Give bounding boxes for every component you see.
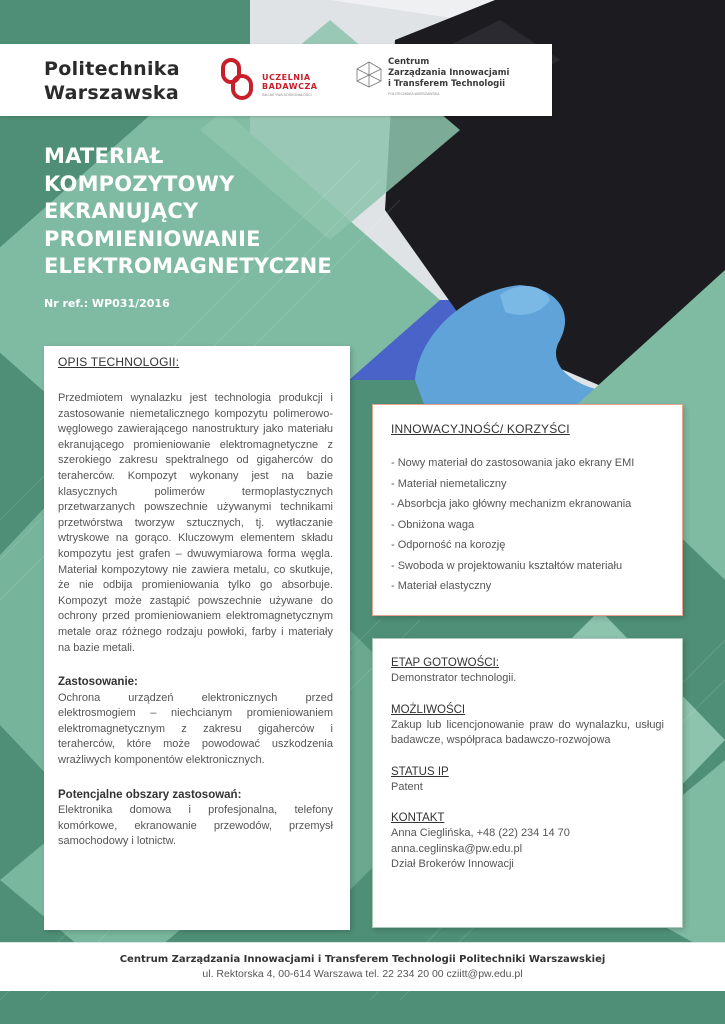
contact-department: Dział Brokerów Innowacji xyxy=(391,858,514,870)
innovation-benefits-heading: INNOWACYJNOŚĆ/ KORZYŚCI xyxy=(391,422,570,436)
innovation-benefits-list xyxy=(391,453,664,597)
uczelnia-badawcza-logo-icon xyxy=(219,58,259,102)
list-item: - Materiał niemetaliczny xyxy=(391,477,507,490)
technology-description-text: Przedmiotem wynalazku jest technologia produkcji i zastosowanie niemetalicznego kompozytu polimerowo-węglowego zawierającego nanostruktury jako materiału ekranującego promieniowanie elektromagnetyczne z szerokiego zakresu spektralnego od gigaherców do teraherców. Kompozyt wykonany jest na bazie klasycznych polimerów termoplastycznych przetwarzanych powszechnie używanymi technikami przetwórstwa tworzyw sztucznych, tj. wytłaczanie wtryskowe na gorąco. Kluczowym elementem składu kompozytu jest grafen – dwuwymiarowa forma węgla. Materiał kompozytowy nie zawiera metalu, co skutkuje, że nie odbija promieniowania tylko go absorbuje. Kompozyt może zastąpić powszechnie używane do ochrony przed promieniowaniem elektromagnetycznym metale oraz różnego rodzaju powłoki, farby i materiały na bazie metali. xyxy=(58,392,333,654)
ctt-logo-sub: POLITECHNIKA WARSZAWSKA xyxy=(388,92,440,96)
possibilities-text: Zakup lub licencjonowanie praw do wynalazku, usługi badawcze, współpraca badawczo-rozwojowa xyxy=(391,718,664,746)
potential-areas-heading: Potencjalne obszary zastosowań: xyxy=(58,788,242,801)
footer-address: ul. Rektorska 4, 00-614 Warszawa tel. 22 234 20 00 cziitt@pw.edu.pl xyxy=(202,968,523,980)
uczelnia-badawcza-sub: INICJATYWA DOSKONAŁOŚCI xyxy=(262,93,312,97)
politechnika-warszawska-logo: Politechnika Warszawska xyxy=(44,58,180,104)
list-item: - Nowy materiał do zastosowania jako ekrany EMI xyxy=(391,457,635,469)
footer xyxy=(0,942,725,991)
contact-heading: KONTAKT xyxy=(391,812,445,824)
readiness-text: Demonstrator technologii. xyxy=(391,672,517,684)
list-item: - Obniżona waga xyxy=(391,518,475,531)
application-heading: Zastosowanie: xyxy=(58,676,138,689)
possibilities-heading: MOŻLIWOŚCI xyxy=(391,703,466,716)
application-text: Ochrona urządzeń elektronicznych przed elektrosmogiem – niechcianym promieniowaniem elektromagnetycznym z zakresu gigaherców i teraherców, które może powodować uszkodzenia wrażliwych komponentów elektronicznych. xyxy=(58,691,333,767)
list-item: - Swoboda w projektowaniu kształtów materiału xyxy=(391,559,623,572)
uczelnia-badawcza-label: UCZELNIA BADAWCZA xyxy=(262,73,318,91)
page-title: MATERIAŁ KOMPOZYTOWY EKRANUJĄCY PROMIENIOWANIE ELEKTROMAGNETYCZNE xyxy=(44,144,332,278)
innovation-benefits-panel xyxy=(372,404,683,616)
potential-areas-text: Elektronika domowa i profesjonalna, telefony komórkowe, ekranowanie przewodów, przemysł samochodowy i lotnictw. xyxy=(58,804,333,848)
readiness-heading: ETAP GOTOWOŚCI: xyxy=(391,657,499,669)
list-item: - Materiał elastyczny xyxy=(391,580,492,592)
technology-description-heading: OPIS TECHNOLOGII: xyxy=(58,355,180,369)
list-item: - Odporność na korozję xyxy=(391,539,506,551)
readiness-panel xyxy=(372,638,683,928)
ip-status-text: Patent xyxy=(391,780,423,793)
reference-number: Nr ref.: WP031/2016 xyxy=(44,297,170,310)
footer-organization: Centrum Zarządzania Innowacjami i Transferem Technologii Politechniki Warszawskiej xyxy=(119,954,606,965)
list-item: - Absorbcja jako główny mechanizm ekranowania xyxy=(391,498,632,510)
ip-status-heading: STATUS IP xyxy=(391,765,449,778)
ctt-logo-label: Centrum Zarządzania Innowacjami i Transferem Technologii xyxy=(388,57,510,89)
technology-description-panel xyxy=(44,346,350,930)
contact-name-phone: Anna Cieglińska, +48 (22) 234 14 70 xyxy=(391,827,570,839)
contact-email-link[interactable]: anna.ceglinska@pw.edu.pl xyxy=(391,842,523,855)
ctt-logo-icon xyxy=(354,60,384,88)
